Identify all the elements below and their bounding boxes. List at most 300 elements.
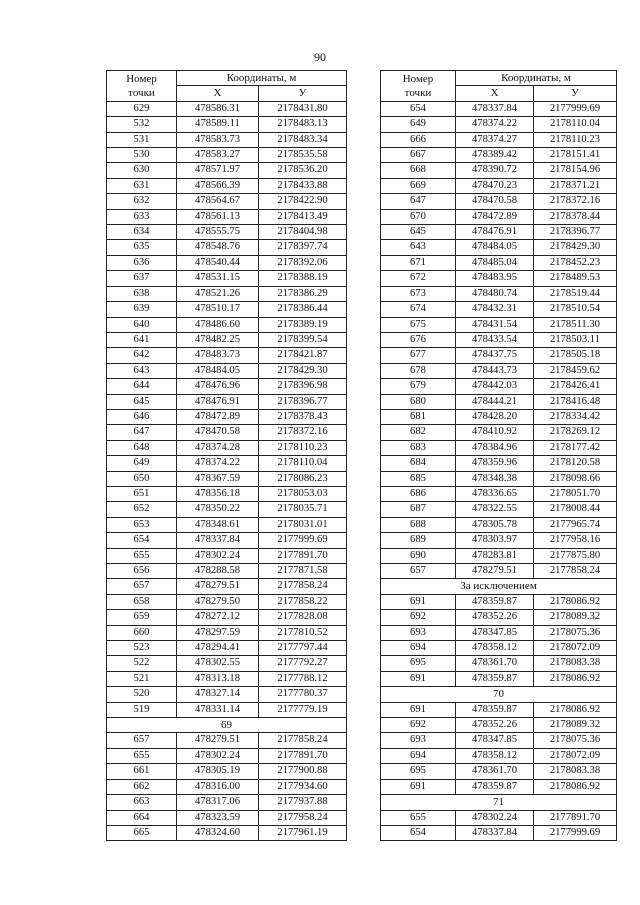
point-number-cell: 695 (381, 764, 456, 779)
x-coordinate-cell: 478316.00 (177, 779, 259, 794)
point-number-cell: 675 (381, 317, 456, 332)
point-number-cell: 636 (107, 255, 177, 270)
table-row (107, 502, 347, 517)
y-coordinate-cell: 2178396.77 (259, 394, 347, 409)
point-number-header (107, 71, 177, 102)
point-number-cell: 661 (107, 764, 177, 779)
x-coordinate-cell: 478548.76 (177, 240, 259, 255)
x-coordinate-cell: 478410.92 (456, 425, 534, 440)
table-row (381, 502, 617, 517)
table-row (107, 332, 347, 347)
point-number-cell: 693 (381, 733, 456, 748)
section-row (381, 795, 617, 810)
x-coordinate-cell: 478359.87 (456, 671, 534, 686)
table-row (381, 425, 617, 440)
point-number-cell: 652 (107, 502, 177, 517)
y-coordinate-cell: 2177858.24 (259, 579, 347, 594)
table-row (107, 764, 347, 779)
x-coordinate-cell: 478485.04 (456, 255, 534, 270)
y-coordinate-cell: 2177875.80 (534, 548, 617, 563)
point-number-cell: 662 (107, 779, 177, 794)
table-row (107, 194, 347, 209)
y-coordinate-cell: 2177961.19 (259, 825, 347, 840)
point-number-cell: 678 (381, 363, 456, 378)
point-number-cell: 522 (107, 656, 177, 671)
y-coordinate-cell: 2177780.37 (259, 687, 347, 702)
y-coordinate-cell: 2178397.74 (259, 240, 347, 255)
point-number-cell: 657 (107, 733, 177, 748)
x-coordinate-cell: 478389.42 (456, 148, 534, 163)
y-coordinate-cell: 2178086.23 (259, 471, 347, 486)
table-row (107, 795, 347, 810)
point-number-cell: 663 (107, 795, 177, 810)
table-row (107, 702, 347, 717)
point-header-line1: Номер (126, 72, 157, 85)
y-coordinate-cell: 2177828.08 (259, 610, 347, 625)
y-column-header: У (534, 86, 617, 101)
x-coordinate-cell: 478476.96 (177, 379, 259, 394)
point-number-cell: 688 (381, 517, 456, 532)
x-coordinate-cell: 478470.23 (456, 178, 534, 193)
point-number-cell: 694 (381, 748, 456, 763)
table-row (381, 178, 617, 193)
x-coordinate-cell: 478444.21 (456, 394, 534, 409)
x-coordinate-cell: 478432.31 (456, 302, 534, 317)
table-row (381, 718, 617, 733)
y-coordinate-cell: 2178334.42 (534, 409, 617, 424)
point-number-cell: 651 (107, 486, 177, 501)
x-coordinate-cell: 478302.24 (456, 810, 534, 825)
table-row (107, 486, 347, 501)
table-row (381, 332, 617, 347)
table-row (381, 564, 617, 579)
section-row (381, 579, 617, 594)
point-number-cell: 667 (381, 148, 456, 163)
y-coordinate-cell: 2178388.19 (259, 271, 347, 286)
x-coordinate-cell: 478294.41 (177, 641, 259, 656)
point-number-cell: 645 (381, 225, 456, 240)
point-number-cell: 654 (381, 825, 456, 840)
y-coordinate-cell: 2178086.92 (534, 594, 617, 609)
table-row (381, 625, 617, 640)
y-coordinate-cell: 2177937.88 (259, 795, 347, 810)
point-number-cell: 690 (381, 548, 456, 563)
table-row (381, 409, 617, 424)
x-coordinate-cell: 478347.85 (456, 733, 534, 748)
x-coordinate-cell: 478352.26 (456, 718, 534, 733)
y-coordinate-cell: 2178075.36 (534, 625, 617, 640)
y-coordinate-cell: 2178083.38 (534, 764, 617, 779)
point-number-cell: 665 (107, 825, 177, 840)
table-row (381, 240, 617, 255)
table-row (107, 348, 347, 363)
x-coordinate-cell: 478521.26 (177, 286, 259, 301)
y-coordinate-cell: 2178511.30 (534, 317, 617, 332)
table-row (381, 764, 617, 779)
y-coordinate-cell: 2178372.16 (534, 194, 617, 209)
point-number-cell: 669 (381, 178, 456, 193)
table-body-right (381, 101, 617, 841)
point-number-cell: 654 (381, 101, 456, 116)
point-number-cell: 640 (107, 317, 177, 332)
point-number-cell: 520 (107, 687, 177, 702)
y-coordinate-cell: 2178378.44 (534, 209, 617, 224)
table-row (107, 302, 347, 317)
point-number-cell: 677 (381, 348, 456, 363)
x-coordinate-cell: 478303.97 (456, 533, 534, 548)
x-coordinate-cell: 478531.15 (177, 271, 259, 286)
table-row (107, 225, 347, 240)
point-number-cell: 637 (107, 271, 177, 286)
point-number-cell: 692 (381, 610, 456, 625)
y-coordinate-cell: 2178072.09 (534, 641, 617, 656)
y-coordinate-cell: 2177797.44 (259, 641, 347, 656)
point-number-cell: 531 (107, 132, 177, 147)
table-row (381, 733, 617, 748)
point-number-cell: 646 (107, 409, 177, 424)
table-row (107, 456, 347, 471)
y-coordinate-cell: 2178386.29 (259, 286, 347, 301)
y-coordinate-cell: 2178452.23 (534, 255, 617, 270)
x-coordinate-cell: 478566.39 (177, 178, 259, 193)
y-coordinate-cell: 2178404.98 (259, 225, 347, 240)
x-coordinate-cell: 478358.12 (456, 748, 534, 763)
y-coordinate-cell: 2178421.87 (259, 348, 347, 363)
x-coordinate-cell: 478390.72 (456, 163, 534, 178)
point-number-cell: 693 (381, 625, 456, 640)
table-row (381, 286, 617, 301)
table-row (381, 394, 617, 409)
point-number-cell: 680 (381, 394, 456, 409)
x-coordinate-cell: 478483.73 (177, 348, 259, 363)
point-number-cell: 630 (107, 163, 177, 178)
y-coordinate-cell: 2178053.03 (259, 486, 347, 501)
coordinates-header: Координаты, м (456, 71, 617, 86)
y-coordinate-cell: 2178429.30 (534, 240, 617, 255)
point-number-cell: 653 (107, 517, 177, 532)
table-row (107, 610, 347, 625)
point-number-cell: 645 (107, 394, 177, 409)
y-coordinate-cell: 2178431.80 (259, 101, 347, 116)
table-row (107, 733, 347, 748)
point-number-cell: 672 (381, 271, 456, 286)
y-coordinate-cell: 2178422.90 (259, 194, 347, 209)
x-coordinate-cell: 478297.59 (177, 625, 259, 640)
point-number-cell: 647 (107, 425, 177, 440)
x-coordinate-cell: 478361.70 (456, 764, 534, 779)
y-coordinate-cell: 2178503.11 (534, 332, 617, 347)
point-number-cell: 519 (107, 702, 177, 717)
table-row (381, 748, 617, 763)
x-column-header: X (177, 86, 259, 101)
table-row (107, 517, 347, 532)
x-coordinate-cell: 478279.51 (177, 579, 259, 594)
section-label: За исключением (381, 579, 617, 594)
x-coordinate-cell: 478324.60 (177, 825, 259, 840)
y-coordinate-cell: 2178459.62 (534, 363, 617, 378)
point-number-header (381, 71, 456, 102)
y-coordinate-cell: 2178083.38 (534, 656, 617, 671)
y-coordinate-cell: 2178392.06 (259, 255, 347, 270)
x-coordinate-cell: 478337.84 (177, 533, 259, 548)
point-number-cell: 692 (381, 718, 456, 733)
x-coordinate-cell: 478476.91 (456, 225, 534, 240)
x-coordinate-cell: 478283.81 (456, 548, 534, 563)
table-row (107, 471, 347, 486)
y-coordinate-cell: 2178396.98 (259, 379, 347, 394)
table-row (107, 533, 347, 548)
x-coordinate-cell: 478589.11 (177, 117, 259, 132)
table-row (107, 594, 347, 609)
table-row (381, 656, 617, 671)
x-coordinate-cell: 478336.65 (456, 486, 534, 501)
x-coordinate-cell: 478540.44 (177, 255, 259, 270)
y-coordinate-cell: 2177999.69 (259, 533, 347, 548)
table-row (107, 178, 347, 193)
x-coordinate-cell: 478323.59 (177, 810, 259, 825)
y-coordinate-cell: 2178098.66 (534, 471, 617, 486)
y-coordinate-cell: 2178051.70 (534, 486, 617, 501)
x-coordinate-cell: 478583.73 (177, 132, 259, 147)
y-coordinate-cell: 2178433.88 (259, 178, 347, 193)
y-coordinate-cell: 2177858.22 (259, 594, 347, 609)
point-number-cell: 687 (381, 502, 456, 517)
point-number-cell: 654 (107, 533, 177, 548)
table-row (381, 271, 617, 286)
y-coordinate-cell: 2178110.04 (259, 456, 347, 471)
x-coordinate-cell: 478305.78 (456, 517, 534, 532)
point-number-cell: 632 (107, 194, 177, 209)
x-coordinate-cell: 478470.58 (177, 425, 259, 440)
x-coordinate-cell: 478272.12 (177, 610, 259, 625)
section-row (381, 687, 617, 702)
point-number-cell: 523 (107, 641, 177, 656)
table-row (107, 825, 347, 840)
y-coordinate-cell: 2177891.70 (259, 748, 347, 763)
x-coordinate-cell: 478327.14 (177, 687, 259, 702)
x-coordinate-cell: 478431.54 (456, 317, 534, 332)
table-row (107, 394, 347, 409)
y-coordinate-cell: 2177858.24 (259, 733, 347, 748)
x-coordinate-cell: 478279.51 (177, 733, 259, 748)
y-coordinate-cell: 2178519.44 (534, 286, 617, 301)
y-coordinate-cell: 2177999.69 (534, 101, 617, 116)
point-number-cell: 532 (107, 117, 177, 132)
point-number-cell: 655 (107, 548, 177, 563)
x-coordinate-cell: 478348.61 (177, 517, 259, 532)
table-row (381, 209, 617, 224)
table-row (381, 471, 617, 486)
table-row (381, 194, 617, 209)
table-row (381, 456, 617, 471)
table-row (381, 148, 617, 163)
x-coordinate-cell: 478384.96 (456, 440, 534, 455)
table-row (381, 517, 617, 532)
table-row (107, 101, 347, 116)
table-row (381, 610, 617, 625)
table-row (107, 409, 347, 424)
x-coordinate-cell: 478443.73 (456, 363, 534, 378)
table-row (107, 548, 347, 563)
section-row (107, 718, 347, 733)
table-row (107, 363, 347, 378)
table-row (381, 101, 617, 116)
table-row (381, 533, 617, 548)
point-number-cell: 658 (107, 594, 177, 609)
y-coordinate-cell: 2178110.04 (534, 117, 617, 132)
x-coordinate-cell: 478433.54 (456, 332, 534, 347)
point-number-cell: 634 (107, 225, 177, 240)
y-coordinate-cell: 2178483.13 (259, 117, 347, 132)
point-number-cell: 666 (381, 132, 456, 147)
table-row (107, 425, 347, 440)
x-coordinate-cell: 478302.24 (177, 548, 259, 563)
x-coordinate-cell: 478288.58 (177, 564, 259, 579)
y-coordinate-cell: 2178031.01 (259, 517, 347, 532)
y-coordinate-cell: 2177891.70 (534, 810, 617, 825)
table-row (381, 379, 617, 394)
y-coordinate-cell: 2178072.09 (534, 748, 617, 763)
x-coordinate-cell: 478472.89 (177, 409, 259, 424)
y-coordinate-cell: 2178086.92 (534, 779, 617, 794)
table-row (107, 255, 347, 270)
table-row (381, 348, 617, 363)
y-coordinate-cell: 2178089.32 (534, 610, 617, 625)
x-coordinate-cell: 478476.91 (177, 394, 259, 409)
table-row (107, 625, 347, 640)
table-row (107, 810, 347, 825)
y-coordinate-cell: 2178177.42 (534, 440, 617, 455)
table-row (381, 255, 617, 270)
point-number-cell: 679 (381, 379, 456, 394)
x-coordinate-cell: 478337.84 (456, 101, 534, 116)
table-row (107, 579, 347, 594)
table-row (107, 656, 347, 671)
x-coordinate-cell: 478374.27 (456, 132, 534, 147)
table-row (381, 702, 617, 717)
x-coordinate-cell: 478302.55 (177, 656, 259, 671)
x-coordinate-cell: 478337.84 (456, 825, 534, 840)
y-coordinate-cell: 2177810.52 (259, 625, 347, 640)
y-coordinate-cell: 2177858.24 (534, 564, 617, 579)
y-coordinate-cell: 2178120.58 (534, 456, 617, 471)
point-number-cell: 660 (107, 625, 177, 640)
table-row (381, 486, 617, 501)
y-coordinate-cell: 2178035.71 (259, 502, 347, 517)
x-coordinate-cell: 478358.12 (456, 641, 534, 656)
point-number-cell: 668 (381, 163, 456, 178)
table-row (107, 379, 347, 394)
x-coordinate-cell: 478482.25 (177, 332, 259, 347)
x-coordinate-cell: 478331.14 (177, 702, 259, 717)
table-row (107, 132, 347, 147)
x-coordinate-cell: 478359.87 (456, 702, 534, 717)
point-header-line2: точки (404, 86, 432, 99)
point-number-cell: 681 (381, 409, 456, 424)
y-coordinate-cell: 2177779.19 (259, 702, 347, 717)
point-number-cell: 673 (381, 286, 456, 301)
y-coordinate-cell: 2178089.32 (534, 718, 617, 733)
point-number-cell: 521 (107, 671, 177, 686)
point-number-cell: 635 (107, 240, 177, 255)
point-number-cell: 691 (381, 671, 456, 686)
point-number-cell: 639 (107, 302, 177, 317)
table-row (107, 117, 347, 132)
x-coordinate-cell: 478564.67 (177, 194, 259, 209)
x-coordinate-cell: 478374.22 (456, 117, 534, 132)
point-number-cell: 650 (107, 471, 177, 486)
y-coordinate-cell: 2178416.48 (534, 394, 617, 409)
point-number-cell: 643 (107, 363, 177, 378)
x-coordinate-cell: 478561.13 (177, 209, 259, 224)
y-coordinate-cell: 2178413.49 (259, 209, 347, 224)
table-row (107, 271, 347, 286)
y-coordinate-cell: 2177965.74 (534, 517, 617, 532)
table-row (107, 748, 347, 763)
table-row (381, 225, 617, 240)
x-coordinate-cell: 478510.17 (177, 302, 259, 317)
y-coordinate-cell: 2178110.23 (534, 132, 617, 147)
x-coordinate-cell: 478374.28 (177, 440, 259, 455)
x-coordinate-cell: 478350.22 (177, 502, 259, 517)
table-row (381, 132, 617, 147)
table-row (107, 440, 347, 455)
table-row (107, 209, 347, 224)
x-coordinate-cell: 478367.59 (177, 471, 259, 486)
point-number-cell: 644 (107, 379, 177, 394)
table-row (107, 286, 347, 301)
point-number-cell: 674 (381, 302, 456, 317)
x-coordinate-cell: 478480.74 (456, 286, 534, 301)
y-coordinate-cell: 2177871.58 (259, 564, 347, 579)
y-coordinate-cell: 2177792.27 (259, 656, 347, 671)
point-number-cell: 695 (381, 656, 456, 671)
x-coordinate-cell: 478571.97 (177, 163, 259, 178)
table-row (381, 117, 617, 132)
point-number-cell: 655 (381, 810, 456, 825)
table-row (381, 779, 617, 794)
x-coordinate-cell: 478583.27 (177, 148, 259, 163)
y-coordinate-cell: 2178371.21 (534, 178, 617, 193)
y-coordinate-cell: 2177999.69 (534, 825, 617, 840)
y-coordinate-cell: 2178399.54 (259, 332, 347, 347)
x-coordinate-cell: 478486.60 (177, 317, 259, 332)
y-coordinate-cell: 2178505.18 (534, 348, 617, 363)
table-row (107, 687, 347, 702)
point-number-cell: 631 (107, 178, 177, 193)
x-coordinate-cell: 478313.18 (177, 671, 259, 686)
point-number-cell: 629 (107, 101, 177, 116)
x-coordinate-cell: 478374.22 (177, 456, 259, 471)
x-coordinate-cell: 478317.06 (177, 795, 259, 810)
x-coordinate-cell: 478348.38 (456, 471, 534, 486)
table-row (107, 671, 347, 686)
point-number-cell: 642 (107, 348, 177, 363)
section-label: 70 (381, 687, 617, 702)
point-number-cell: 638 (107, 286, 177, 301)
point-number-cell: 683 (381, 440, 456, 455)
point-number-cell: 664 (107, 810, 177, 825)
y-coordinate-cell: 2178429.30 (259, 363, 347, 378)
x-coordinate-cell: 478483.95 (456, 271, 534, 286)
table-row (107, 317, 347, 332)
y-coordinate-cell: 2177958.16 (534, 533, 617, 548)
y-coordinate-cell: 2178008.44 (534, 502, 617, 517)
y-coordinate-cell: 2178510.54 (534, 302, 617, 317)
table-row (381, 302, 617, 317)
point-number-cell: 691 (381, 594, 456, 609)
x-coordinate-cell: 478470.58 (456, 194, 534, 209)
